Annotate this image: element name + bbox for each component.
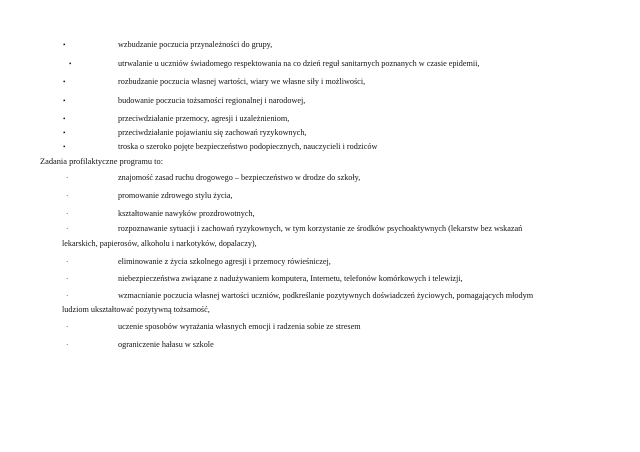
- bullet-icon: •: [63, 41, 66, 49]
- bullet-icon: ·: [66, 323, 69, 331]
- goal-text: troska o szeroko pojęte bezpieczeństwo podopiecznych, nauczycieli i rodziców: [118, 142, 378, 151]
- bullet-icon: ·: [66, 292, 69, 300]
- bullet-icon: •: [63, 115, 66, 123]
- bullet-icon: ·: [66, 341, 69, 349]
- bullet-icon: •: [69, 60, 72, 68]
- bullet-icon: ·: [66, 225, 69, 233]
- bullet-icon: ·: [66, 174, 69, 182]
- task-text: znajomość zasad ruchu drogowego – bezpieczeństwo w drodze do szkoły,: [118, 173, 361, 182]
- bullet-icon: •: [63, 129, 66, 137]
- task-text: wzmacnianie poczucia własnej wartości uczniów, podkreślanie pozytywnych doświadczeń życiowych, pomagających młodym: [118, 291, 534, 300]
- goal-text: wzbudzanie poczucia przynależności do grupy,: [118, 40, 273, 49]
- goal-text: budowanie poczucia tożsamości regionalnej i narodowej,: [118, 96, 306, 105]
- task-text-continuation: lekarskich, papierosów, alkoholu i narkotyków, dopalaczy),: [62, 239, 257, 248]
- task-text: ograniczenie hałasu w szkole: [118, 340, 214, 349]
- bullet-icon: ·: [66, 192, 69, 200]
- task-text-continuation: ludziom ukształtować pozytywną tożsamość,: [62, 305, 210, 314]
- task-text: uczenie sposobów wyrażania własnych emocji i radzenia sobie ze stresem: [118, 322, 361, 331]
- goal-text: przeciwdziałanie przemocy, agresji i uzależnieniom,: [118, 114, 290, 123]
- task-text: rozpoznawanie sytuacji i zachowań ryzykownych, w tym korzystanie ze środków psychoaktywnych (lekarstw bez wskazań: [118, 224, 523, 233]
- task-text: kształtowanie nawyków prozdrowotnych,: [118, 209, 255, 218]
- goal-text: utrwalanie u uczniów świadomego respektowania na co dzień reguł sanitarnych poznanych w czasie epidemii,: [118, 59, 480, 68]
- task-text: eliminowanie z życia szkolnego agresji i przemocy rówieśniczej,: [118, 257, 331, 266]
- goal-text: przeciwdziałanie pojawianiu się zachowań ryzykownych,: [118, 128, 307, 137]
- bullet-icon: •: [63, 97, 66, 105]
- bullet-icon: ·: [66, 275, 69, 283]
- bullet-icon: ·: [66, 210, 69, 218]
- task-text: niebezpieczeństwa związane z nadużywaniem komputera, Internetu, telefonów komórkowych i telewizji,: [118, 274, 463, 283]
- bullet-icon: ·: [66, 258, 69, 266]
- task-text: promowanie zdrowego stylu życia,: [118, 191, 233, 200]
- tasks-heading: Zadania profilaktyczne programu to:: [40, 157, 164, 166]
- bullet-icon: •: [63, 143, 66, 151]
- bullet-icon: •: [63, 78, 66, 86]
- goal-text: rozbudzanie poczucia własnej wartości, wiary we własne siły i możliwości,: [118, 77, 366, 86]
